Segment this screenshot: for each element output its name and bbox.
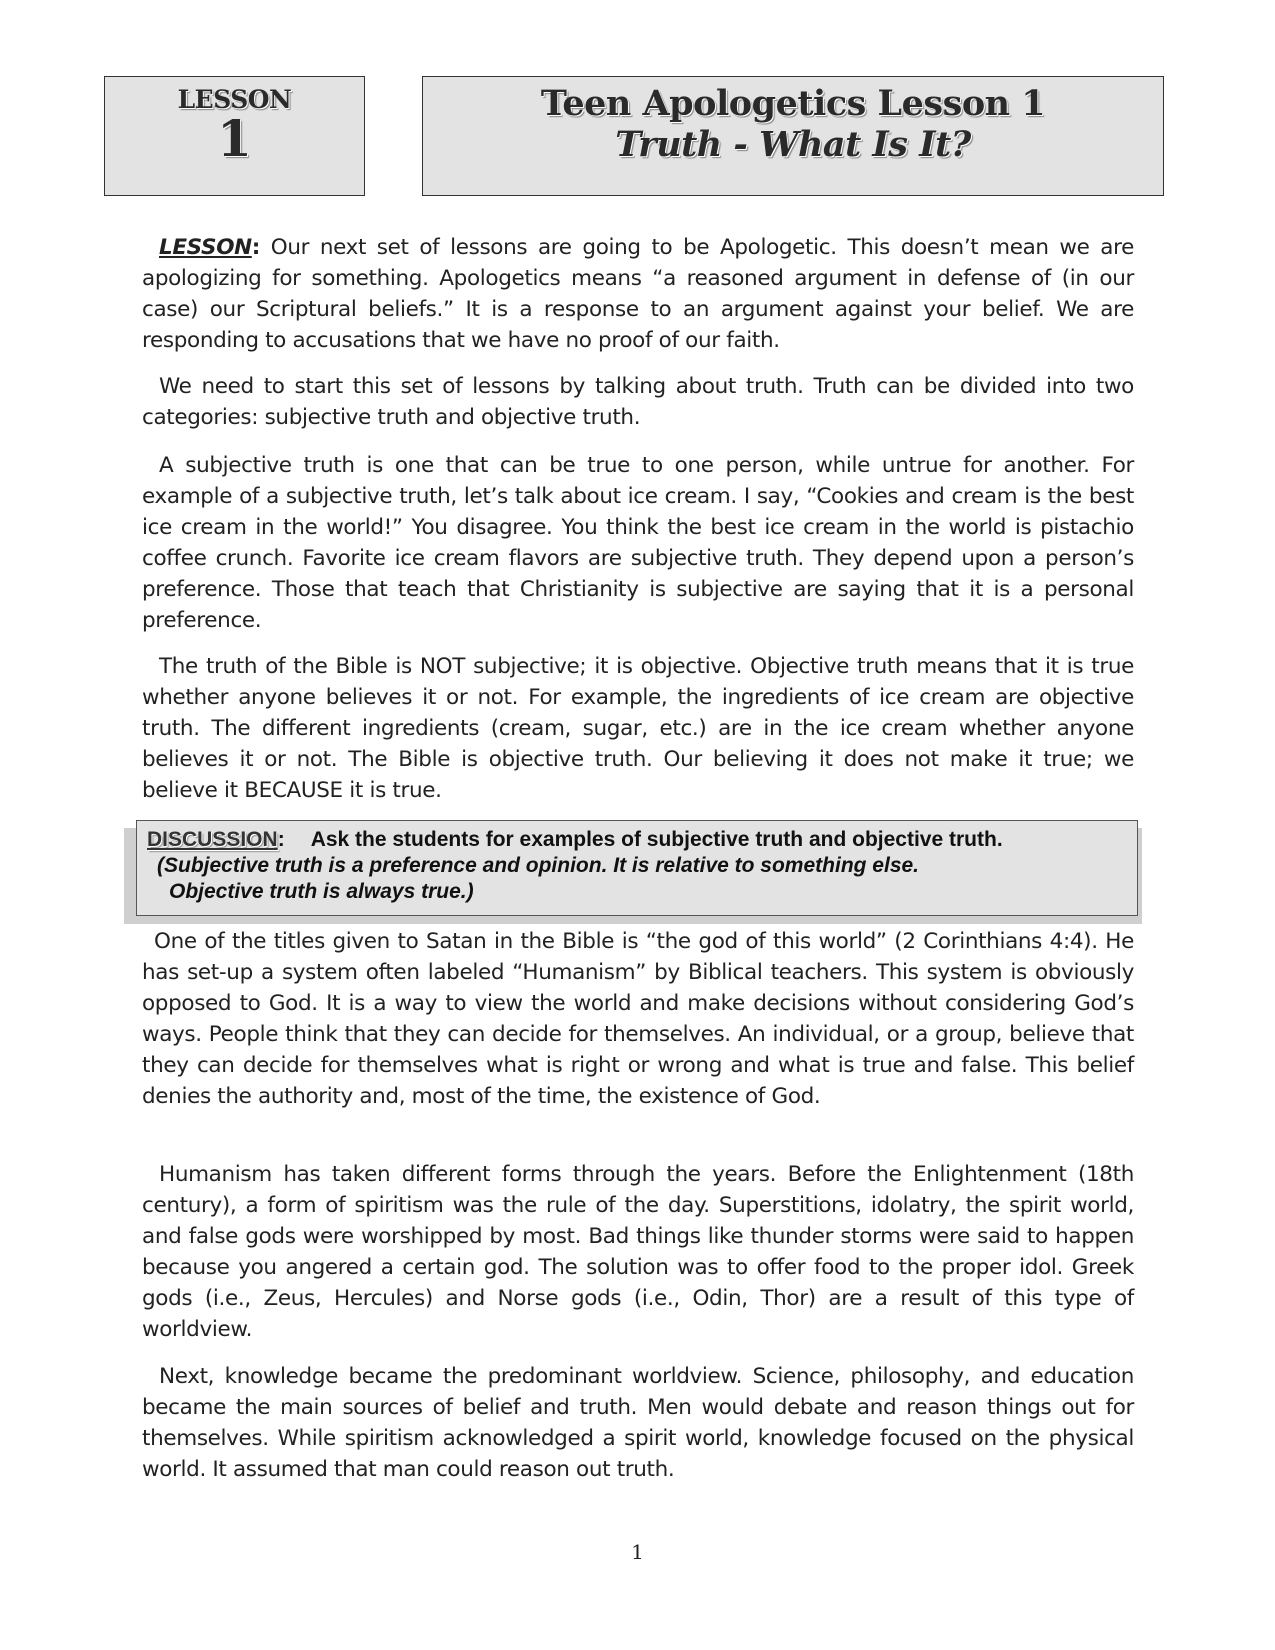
title-box [422,76,1164,196]
lesson-number: 1 [217,109,252,168]
lesson-lead-label: LESSON [159,235,252,260]
paragraph-lesson-intro [142,232,1134,356]
discussion-prompt: Ask the students for examples of subjective truth and objective truth. [310,828,1003,851]
paragraph-text: Our next set of lessons are going to be Apologetic. This doesn’t mean we are apologizing for something. Apologetics means “a reasoned argument in defense of (in our case) our Scriptural beliefs.” It is a response to an argument against your belief. We are responding to accusations that we have no proof of our faith. [142,235,1134,353]
lesson-label: LESSON [177,85,292,114]
paragraph-objective-truth: The truth of the Bible is NOT subjective; it is objective. Objective truth means that it is true whether anyone believes it or not. For example, the ingredients of ice cream are objective truth. The different ingredients (cream, sugar, etc.) are in the ice cream whether anyone believes it or not. The Bible is objective truth. Our believing it does not make it true; we believe it BECAUSE it is true. [142,654,1134,803]
paragraph-humanism-intro: One of the titles given to Satan in the Bible is “the god of this world” (2 Corinthians 4:4). He has set-up a system often labeled “Humanism” by Biblical teachers. This system is obviously opposed to God. It is a way to view the world and make decisions without considering God’s ways. People think that they can decide for themselves. An individual, or a group, believe that they can decide for themselves what is right or wrong and what is true and false. This belief denies the authority and, most of the time, the existence of God. [142,929,1134,1109]
page-title: Teen Apologetics Lesson 1 [540,83,1046,124]
paragraph-truth-categories: We need to start this set of lessons by talking about truth. Truth can be divided into two categories: subjective truth and objective truth. [142,374,1134,430]
discussion-box [136,820,1138,916]
page-subtitle: Truth - What Is It? [615,124,971,165]
discussion-colon: : [277,828,285,851]
page-number: 1 [631,1540,644,1564]
discussion-answer-line-2: Objective truth is always true.) [169,880,474,903]
discussion-answer-line-1: (Subjective truth is a preference and opinion. It is relative to something else. [157,854,920,877]
lesson-number-box [104,76,365,196]
discussion-label: DISCUSSION [147,828,278,851]
paragraph-subjective-truth: A subjective truth is one that can be true to one person, while untrue for another. For example of a subjective truth, let’s talk about ice cream. I say, “Cookies and cream is the best ice cream in the world!” You disagree. You think the best ice cream in the world is pistachio coffee crunch. Favorite ice cream flavors are subjective truth. They depend upon a person’s preference. Those that teach that Christianity is subjective are saying that it is a personal preference. [142,453,1134,633]
paragraph-humanism-forms: Humanism has taken different forms through the years. Before the Enlightenment (18th century), a form of spiritism was the rule of the day. Superstitions, idolatry, the spirit world, and false gods were worshipped by most. Bad things like thunder storms were said to happen because you angered a certain god. The solution was to offer food to the proper idol. Greek gods (i.e., Zeus, Hercules) and Norse gods (i.e., Odin, Thor) are a result of this type of worldview. [142,1162,1134,1342]
paragraph-knowledge-worldview: Next, knowledge became the predominant worldview. Science, philosophy, and education became the main sources of belief and truth. Men would debate and reason things out for themselves. While spiritism acknowledged a spirit world, knowledge focused on the physical world. It assumed that man could reason out truth. [142,1364,1134,1482]
lesson-lead-colon: : [251,235,261,260]
discussion-prompt-line [147,827,1137,853]
